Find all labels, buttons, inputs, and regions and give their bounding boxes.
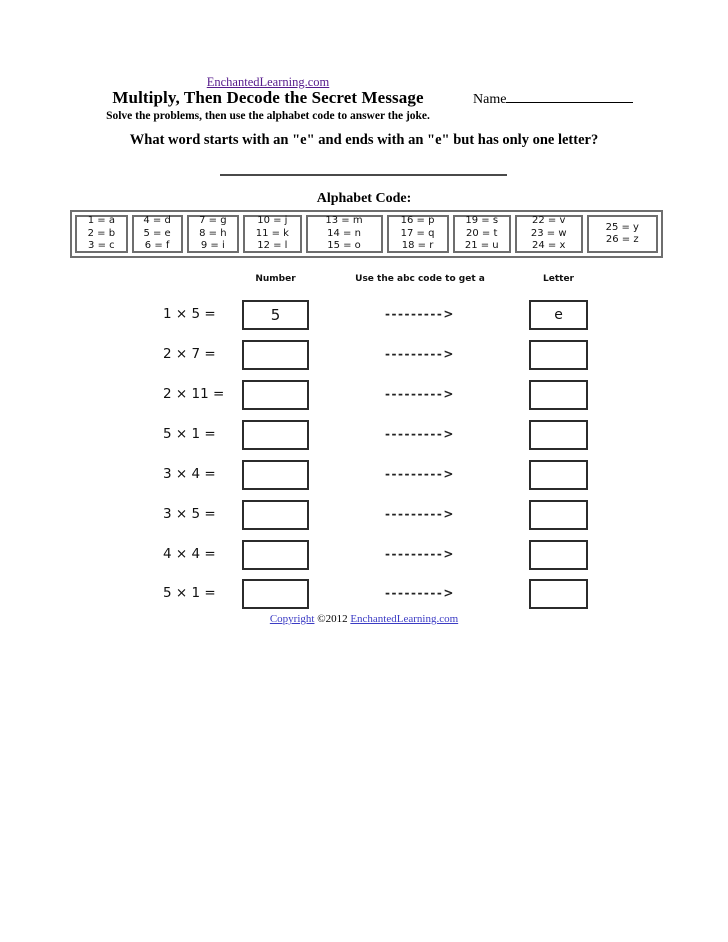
code-pair: 13 = m xyxy=(325,215,363,227)
number-answer-box xyxy=(242,579,309,609)
code-pair: 4 = d xyxy=(143,215,171,227)
code-pair: 11 = k xyxy=(255,227,289,239)
problem-row xyxy=(0,579,728,609)
instructions-text: Solve the problems, then use the alphabet code to answer the joke. xyxy=(106,110,430,122)
problem-row xyxy=(0,540,728,570)
alphabet-cell-stu xyxy=(453,215,511,253)
number-answer-box xyxy=(242,460,309,490)
number-answer-box xyxy=(242,340,309,370)
letter-answer-box xyxy=(529,380,588,410)
code-pair: 10 = j xyxy=(257,215,288,227)
joke-question: What word starts with an "e" and ends with an "e" but has only one letter? xyxy=(129,132,599,148)
code-pair: 12 = l xyxy=(257,240,288,252)
code-pair: 23 = w xyxy=(530,227,567,239)
dashed-arrow: ---------> xyxy=(385,586,455,600)
answer-blank-line xyxy=(220,174,507,176)
problem-row xyxy=(0,380,728,410)
dashed-arrow: ---------> xyxy=(385,467,455,481)
number-answer-box xyxy=(242,300,309,330)
problem-label: 3 × 5 = xyxy=(163,506,216,522)
code-pair: 6 = f xyxy=(144,240,170,252)
problem-label: 3 × 4 = xyxy=(163,466,216,482)
alphabet-cell-pqr xyxy=(387,215,449,253)
code-pair: 18 = r xyxy=(401,240,434,252)
code-pair: 5 = e xyxy=(143,227,171,239)
problem-label: 5 × 1 = xyxy=(163,426,216,442)
code-pair: 20 = t xyxy=(466,227,498,239)
problem-label: 2 × 7 = xyxy=(163,346,216,362)
problem-row xyxy=(0,420,728,450)
column-header-abc-code: Use the abc code to get a xyxy=(355,274,485,284)
dashed-arrow: ---------> xyxy=(385,547,455,561)
column-header-letter: Letter xyxy=(543,274,574,284)
problem-label: 1 × 5 = xyxy=(163,306,216,322)
code-pair: 16 = p xyxy=(400,215,435,227)
code-pair: 7 = g xyxy=(199,215,227,227)
code-pair: 14 = n xyxy=(327,227,361,239)
alphabet-code-table xyxy=(70,210,663,258)
letter-answer-box xyxy=(529,579,588,609)
dashed-arrow: ---------> xyxy=(385,387,455,401)
problem-row xyxy=(0,340,728,370)
problem-row xyxy=(0,300,728,330)
alphabet-cell-jkl xyxy=(243,215,301,253)
code-pair: 21 = u xyxy=(464,240,499,252)
code-pair: 22 = v xyxy=(532,215,566,227)
problem-label: 2 × 11 = xyxy=(163,386,225,402)
copyright-year: ©2012 xyxy=(317,613,348,625)
alphabet-cell-vwx xyxy=(515,215,583,253)
code-pair: 15 = o xyxy=(327,240,361,252)
alphabet-cell-abc xyxy=(75,215,128,253)
dashed-arrow: ---------> xyxy=(385,347,455,361)
footer-copyright xyxy=(0,613,728,625)
dashed-arrow: ---------> xyxy=(385,307,455,321)
code-pair: 3 = c xyxy=(88,240,115,252)
letter-answer-box xyxy=(529,340,588,370)
alphabet-cell-def xyxy=(132,215,183,253)
problem-label: 5 × 1 = xyxy=(163,585,216,601)
problem-row xyxy=(0,500,728,530)
letter-answer-box xyxy=(529,300,588,330)
code-pair: 26 = z xyxy=(605,234,639,245)
number-answer-box xyxy=(242,540,309,570)
code-pair: 19 = s xyxy=(465,215,499,227)
alphabet-cell-ghi xyxy=(187,215,240,253)
letter-answer-box xyxy=(529,420,588,450)
name-label: Name xyxy=(473,92,507,107)
page-title: Multiply, Then Decode the Secret Message xyxy=(112,88,424,107)
dashed-arrow: ---------> xyxy=(385,427,455,441)
letter-answer-box xyxy=(529,540,588,570)
copyright-link[interactable]: Copyright xyxy=(269,613,315,625)
letter-answer-box xyxy=(529,460,588,490)
dashed-arrow: ---------> xyxy=(385,507,455,521)
letter-answer-box xyxy=(529,500,588,530)
problem-row xyxy=(0,460,728,490)
number-value: 5 xyxy=(270,306,281,324)
code-pair: 1 = a xyxy=(87,215,115,227)
code-pair: 8 = h xyxy=(199,227,227,239)
number-answer-box xyxy=(242,380,309,410)
name-field xyxy=(473,89,633,108)
code-pair: 9 = i xyxy=(200,240,225,252)
number-answer-box xyxy=(242,420,309,450)
name-blank-line xyxy=(506,89,633,103)
code-pair: 2 = b xyxy=(87,227,116,239)
alphabet-code-heading: Alphabet Code: xyxy=(316,191,412,206)
footer-site-link[interactable]: EnchantedLearning.com xyxy=(350,613,459,625)
number-answer-box xyxy=(242,500,309,530)
alphabet-cell-yz xyxy=(587,215,658,253)
header-site-link[interactable]: EnchantedLearning.com xyxy=(206,75,330,89)
column-header-number: Number xyxy=(255,274,296,284)
code-pair: 24 = x xyxy=(532,240,566,252)
alphabet-cell-mno xyxy=(306,215,383,253)
letter-value: e xyxy=(554,307,563,323)
problem-label: 4 × 4 = xyxy=(163,546,216,562)
code-pair: 25 = y xyxy=(605,221,639,233)
code-pair: 17 = q xyxy=(400,227,435,239)
